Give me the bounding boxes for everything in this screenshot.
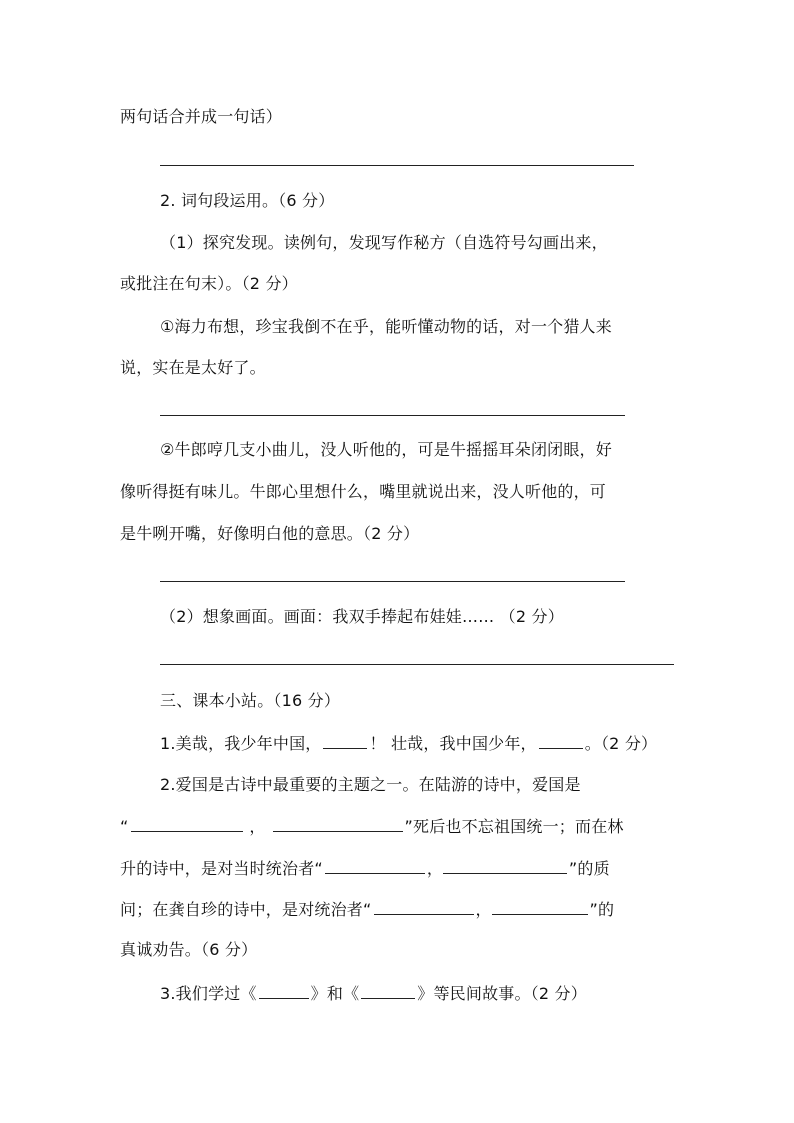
answer-line-example1[interactable] [160,415,625,416]
blank-6[interactable] [443,857,567,874]
answer-line-imagine[interactable] [160,664,674,665]
comma: ， [426,859,444,878]
question-tail: 两句话合并成一句话） [120,107,283,126]
blank-8[interactable] [492,898,588,915]
item2-line4 [120,898,614,921]
section3-title: 三、课本小站。（16 分） [160,691,341,710]
item2-line2 [120,815,624,838]
blank-1[interactable] [323,732,367,749]
blank-3[interactable] [131,815,243,832]
item2-line1: 2.爱国是古诗中最重要的主题之一。在陆游的诗中，爱国是 [160,775,581,794]
blank-2[interactable] [539,732,583,749]
blank-10[interactable] [361,982,415,999]
example1-line2: 说，实在是太好了。 [120,358,266,377]
item2-line3 [120,857,610,880]
item3 [160,982,587,1005]
item2-line3-tail: ”的质 [568,859,610,878]
item2-line4-tail: ”的 [589,900,615,919]
comma: ， [249,817,266,836]
item1-text-c: 。（2 分） [584,734,658,753]
blank-9[interactable] [259,982,309,999]
quote-open: “ [120,817,129,836]
blank-4[interactable] [273,815,403,832]
item2-line2-tail: ”死后也不忘祖国统一；而在林 [404,817,624,836]
item1-text-b: ！ 壮哉，我中国少年， [369,734,537,753]
item3-text-c: 》等民间故事。（2 分） [417,984,587,1003]
item2-line5: 真诚劝告。（6 分） [120,940,258,959]
q2-part1-line1: （1）探究发现。读例句，发现写作秘方（自选符号勾画出来， [160,233,608,252]
blank-7[interactable] [374,898,474,915]
example1-line1: ①海力布想，珍宝我倒不在乎，能听懂动物的话，对一个猎人来 [160,317,612,336]
item1 [160,732,657,755]
q2-part2: （2）想象画面。画面：我双手捧起布娃娃…… （2 分） [160,607,564,626]
item2-line4-head: 问；在龚自珍的诗中，是对统治者“ [120,900,372,919]
example2-line2: 像听得挺有味儿。牛郎心里想什么，嘴里就说出来，没人听他的，可 [120,482,607,501]
example2-line3: 是牛咧开嘴，好像明白他的意思。（2 分） [120,524,420,543]
answer-line-example2[interactable] [160,581,625,582]
comma: ， [475,900,492,919]
example2-line1: ②牛郎哼几支小曲儿，没人听他的，可是牛摇摇耳朵闭闭眼，好 [160,440,612,459]
item3-text-b: 》和《 [310,984,360,1003]
item2-line3-head: 升的诗中，是对当时统治者“ [120,859,323,878]
q2-part1-line2: 或批注在句末）。（2 分） [120,274,298,293]
blank-5[interactable] [325,857,425,874]
q2-title: 2. 词句段运用。（6 分） [160,191,335,210]
item1-text-a: 1.美哉，我少年中国， [160,734,322,753]
item3-text-a: 3.我们学过《 [160,984,257,1003]
answer-line[interactable] [160,165,634,166]
